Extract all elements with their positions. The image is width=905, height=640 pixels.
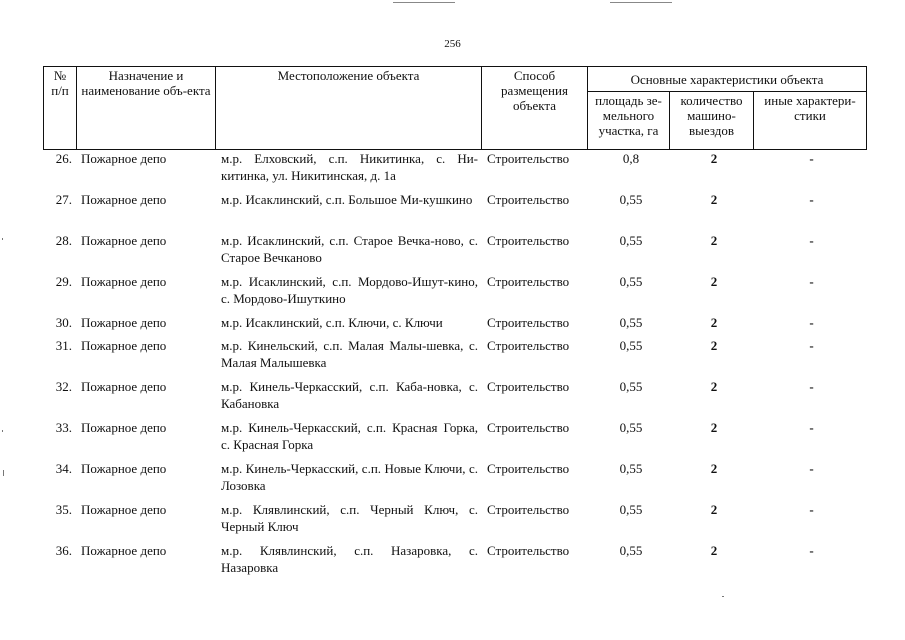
row-other: - <box>809 543 814 558</box>
scan-speck <box>2 238 3 240</box>
row-other: - <box>809 461 814 476</box>
row-number: 29. <box>55 274 72 289</box>
row-name: Пожарное депо <box>81 338 167 353</box>
header-name: Назначение и наименование объ-екта <box>77 67 216 150</box>
row-count: 2 <box>710 315 718 330</box>
row-other: - <box>809 233 814 248</box>
row-method: Строительство <box>487 502 570 517</box>
row-other: - <box>809 502 814 517</box>
row-location: м.р. Исаклинский, с.п. Большое Ми-кушкино <box>221 192 473 207</box>
row-number: 36. <box>55 543 72 558</box>
row-count: 2 <box>710 274 718 289</box>
row-number: 34. <box>55 461 72 476</box>
row-other: - <box>809 315 814 330</box>
row-area: 0,55 <box>619 192 643 207</box>
row-other: - <box>809 420 814 435</box>
row-location: м.р. Кинель-Черкасский, с.п. Новые Ключи, с. Лозовка <box>221 461 478 493</box>
row-name: Пожарное депо <box>81 151 167 166</box>
row-method: Строительство <box>487 192 570 207</box>
row-method: Строительство <box>487 233 570 248</box>
row-count: 2 <box>710 233 718 248</box>
row-area: 0,55 <box>619 233 643 248</box>
row-method: Строительство <box>487 379 570 394</box>
row-method: Строительство <box>487 420 570 435</box>
row-location: м.р. Клявлинский, с.п. Черный Ключ, с. Черный Ключ <box>221 502 478 534</box>
row-count: 2 <box>710 461 718 476</box>
row-method: Строительство <box>487 338 570 353</box>
row-method: Строительство <box>487 274 570 289</box>
row-method: Строительство <box>487 315 570 330</box>
header-other: иные характери-стики <box>754 92 867 150</box>
row-count: 2 <box>710 543 718 558</box>
row-name: Пожарное депо <box>81 233 167 248</box>
row-count: 2 <box>710 192 718 207</box>
row-area: 0,8 <box>622 151 640 166</box>
row-count: 2 <box>710 502 718 517</box>
row-number: 31. <box>55 338 72 353</box>
row-count: 2 <box>710 379 718 394</box>
row-name: Пожарное депо <box>81 192 167 207</box>
row-name: Пожарное депо <box>81 502 167 517</box>
row-location: м.р. Исаклинский, с.п. Ключи, с. Ключи <box>221 315 443 330</box>
row-name: Пожарное депо <box>81 543 167 558</box>
scan-speck <box>2 430 3 432</box>
row-number: 35. <box>55 502 72 517</box>
row-other: - <box>809 151 814 166</box>
row-other: - <box>809 274 814 289</box>
row-location: м.р. Кинель-Черкасский, с.п. Каба-новка, с. Кабановка <box>221 379 478 411</box>
row-name: Пожарное депо <box>81 379 167 394</box>
header-count: количество машино-выездов <box>670 92 754 150</box>
row-area: 0,55 <box>619 338 643 353</box>
page-number: 256 <box>444 38 461 50</box>
row-location: м.р. Клявлинский, с.п. Назаровка, с. Назаровка <box>221 543 478 575</box>
row-area: 0,55 <box>619 274 643 289</box>
row-method: Строительство <box>487 151 570 166</box>
row-name: Пожарное депо <box>81 274 167 289</box>
row-location: м.р. Исаклинский, с.п. Старое Вечка-ново, с. Старое Вечканово <box>221 233 478 265</box>
row-other: - <box>809 379 814 394</box>
row-area: 0,55 <box>619 543 643 558</box>
row-area: 0,55 <box>619 379 643 394</box>
row-number: 30. <box>55 315 72 330</box>
row-count: 2 <box>710 338 718 353</box>
header-location: Местоположение объекта <box>216 67 482 150</box>
row-name: Пожарное депо <box>81 461 167 476</box>
row-number: 32. <box>55 379 72 394</box>
top-rule-left <box>393 2 455 3</box>
row-number: 27. <box>55 192 72 207</box>
row-number: 26. <box>55 151 72 166</box>
row-area: 0,55 <box>619 502 643 517</box>
row-number: 33. <box>55 420 72 435</box>
row-count: 2 <box>710 151 718 166</box>
row-number: 28. <box>55 233 72 248</box>
row-area: 0,55 <box>619 461 643 476</box>
row-location: м.р. Исаклинский, с.п. Мордово-Ишут-кино, с. Мордово-Ишуткино <box>221 274 478 306</box>
row-method: Строительство <box>487 461 570 476</box>
header-main-characteristics: Основные характеристики объекта <box>588 67 867 92</box>
row-location: м.р. Елховский, с.п. Никитинка, с. Ни-китинка, ул. Никитинская, д. 1а <box>221 151 478 183</box>
row-other: - <box>809 192 814 207</box>
row-name: Пожарное депо <box>81 315 167 330</box>
row-name: Пожарное депо <box>81 420 167 435</box>
row-method: Строительство <box>487 543 570 558</box>
row-location: м.р. Кинель-Черкасский, с.п. Красная Горка, с. Красная Горка <box>221 420 478 452</box>
scan-speck <box>722 596 724 597</box>
top-rule-right <box>610 2 672 3</box>
row-count: 2 <box>710 420 718 435</box>
table-header <box>43 66 867 150</box>
scan-speck <box>3 470 4 476</box>
header-num: № п/п <box>44 67 77 150</box>
row-area: 0,55 <box>619 315 643 330</box>
header-method: Способ размещения объекта <box>482 67 588 150</box>
header-area: площадь зе-мельного участка, га <box>588 92 670 150</box>
row-area: 0,55 <box>619 420 643 435</box>
row-other: - <box>809 338 814 353</box>
row-location: м.р. Кинельский, с.п. Малая Малы-шевка, с. Малая Малышевка <box>221 338 478 370</box>
